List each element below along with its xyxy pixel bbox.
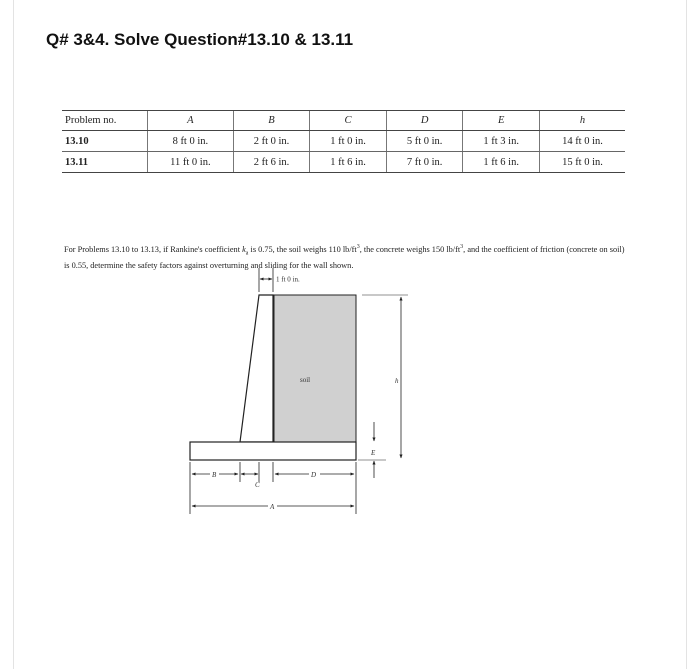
table-cell: 8 ft 0 in.	[148, 131, 234, 152]
col-header-c: C	[310, 111, 387, 131]
problem-text-part2: is 0.75, the soil weighs 110 lb/ft	[248, 245, 357, 255]
d-label: D	[311, 471, 317, 479]
table-cell: 15 ft 0 in.	[539, 152, 625, 173]
table-row	[62, 131, 625, 152]
problem-number-cell: 13.10	[62, 131, 148, 152]
k-subscript: a	[245, 250, 249, 257]
wall-stem	[240, 295, 273, 442]
b-label: B	[212, 471, 217, 479]
retaining-wall-diagram	[170, 262, 410, 524]
table-cell: 1 ft 6 in.	[463, 152, 540, 173]
table-cell: 2 ft 6 in.	[233, 152, 310, 173]
problem-text-part4: , and the coefficient of friction (concrete on soil) is 0.55, determine the safety factors against overturning and sliding for the wall shown.	[64, 245, 625, 270]
problem-number-cell: 13.11	[62, 152, 148, 173]
col-header-e: E	[463, 111, 540, 131]
problem-text-part3: , the concrete weighs 150 lb/ft	[359, 245, 461, 255]
table-cell: 1 ft 0 in.	[310, 131, 387, 152]
e-label: E	[371, 449, 376, 457]
table-cell: 11 ft 0 in.	[148, 152, 234, 173]
a-label: A	[270, 503, 275, 511]
soil-backfill	[274, 295, 356, 442]
base-slab	[190, 442, 356, 460]
col-header-problem: Problem no.	[62, 111, 148, 131]
table-cell: 5 ft 0 in.	[386, 131, 463, 152]
table-row	[62, 152, 625, 173]
unit-exponent: 3	[356, 244, 360, 251]
col-header-d: D	[386, 111, 463, 131]
table-cell: 7 ft 0 in.	[386, 152, 463, 173]
table-cell: 2 ft 0 in.	[233, 131, 310, 152]
col-header-h: h	[539, 111, 625, 131]
page-title: Q# 3&4. Solve Question#13.10 & 13.11	[46, 30, 354, 49]
k-symbol: k	[242, 245, 246, 255]
table-cell: 1 ft 6 in.	[310, 152, 387, 173]
col-header-a: A	[148, 111, 234, 131]
soil-label: soil	[300, 376, 311, 384]
table-cell: 14 ft 0 in.	[539, 131, 625, 152]
table-cell: 1 ft 3 in.	[463, 131, 540, 152]
top-width-label: 1 ft 0 in.	[276, 275, 300, 284]
problem-table	[62, 110, 625, 173]
problem-text-part1: For Problems 13.10 to 13.13, if Rankine's coefficient	[64, 245, 243, 255]
unit-exponent: 3	[460, 244, 464, 251]
h-label: h	[395, 377, 399, 385]
c-label: C	[255, 481, 260, 489]
col-header-b: B	[233, 111, 310, 131]
table-header-row	[62, 111, 625, 131]
